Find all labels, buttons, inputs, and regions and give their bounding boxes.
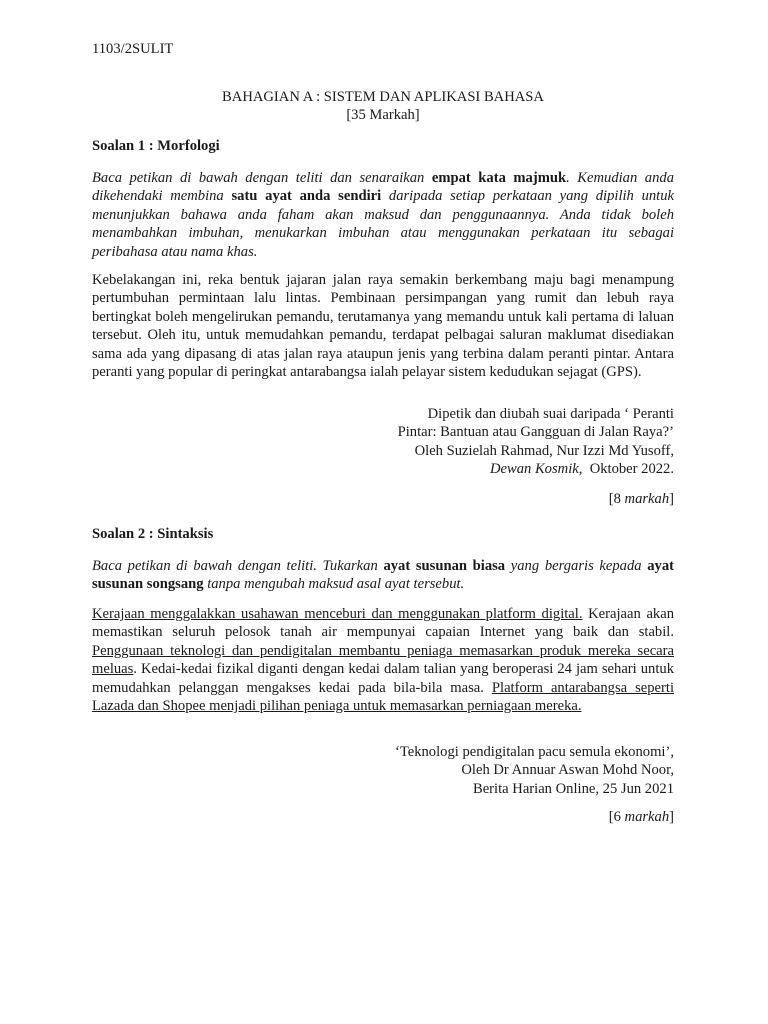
q2-source-line1: ‘Teknologi pendigitalan pacu semula ekonomi’, <box>394 744 674 760</box>
q2-marks <box>92 808 674 826</box>
q1-source-line4 <box>92 460 674 478</box>
q1-instr-part1: Baca petikan di bawah dengan teliti dan senaraikan <box>92 170 432 186</box>
q2-passage <box>92 605 674 715</box>
q2-heading: Soalan 2 : Sintaksis <box>92 526 214 542</box>
paper-code: 1103/2SULIT <box>92 41 174 57</box>
q1-heading: Soalan 1 : Morfologi <box>92 138 220 154</box>
section-marks: [35 Markah] <box>346 107 420 123</box>
q2-marks-close: ] <box>669 809 674 825</box>
q1-source-line1: Dipetik dan diubah suai daripada ‘ Peranti <box>427 406 674 422</box>
q1-source-magazine: Dewan Kosmik, <box>489 461 583 478</box>
q1-instr-part2: . Kemudian anda dikehendaki membina <box>92 170 674 205</box>
q1-marks-close: ] <box>669 491 674 507</box>
q2-source-line3: Berita Harian Online, 25 Jun 2021 <box>472 780 674 797</box>
q1-marks-open: [8 <box>608 491 625 507</box>
q2-marks-word: markah <box>624 809 670 825</box>
q1-instr-bold2: satu ayat anda sendiri <box>231 188 382 205</box>
q1-marks <box>92 490 674 508</box>
q1-instr-bold1: empat kata majmuk <box>431 170 567 186</box>
q2-text-2: . Kedai-kedai fizikal diganti dengan kedai dalam talian yang beroperasi 24 jam sehari untuk memudahkan pelanggan mengakses kedai pada bila-bila masa. <box>92 661 674 696</box>
q2-source-line2: Oleh Dr Annuar Aswan Mohd Noor, <box>461 762 674 779</box>
q2-instr-bold2: ayat susunan songsang <box>92 558 674 593</box>
q1-instructions <box>92 169 674 261</box>
q2-text-1: Kerajaan akan memastikan seluruh pelosok tanah air mempunyai capaian Internet yang baik dan stabil. <box>92 606 674 641</box>
q2-underlined-sentence-3: Platform antarabangsa seperti Lazada dan Shopee menjadi pilihan peniaga untuk memasarkan perniagaan mereka. <box>92 679 675 715</box>
q2-underlined-sentence-1: Kerajaan menggalakkan usahawan menceburi dan menggunakan platform digital. <box>92 606 583 622</box>
q2-instr-part1: Baca petikan di bawah dengan teliti. Tukarkan <box>92 558 384 574</box>
q1-passage: Kebelakangan ini, reka bentuk jajaran jalan raya semakin berkembang maju bagi menampung pertumbuhan permintaan lalu lintas. Pembinaan persimpangan yang rumit dan lebuh raya bertingkat boleh mengelirukan pemandu, terutamanya yang memandu untuk kali pertama di laluan tersebut. Oleh itu, untuk memudahkan pemandu, terdapat pelbagai saluran maklumat disediakan sama ada yang dipasang di atas jalan raya ataupun jenis yang terbina dalam peranti pintar. Antara peranti yang popular di peringkat antarabangsa ialah pelayar sistem kedudukan sejagat (GPS). <box>92 272 674 381</box>
q1-source-line3: Oleh Suzielah Rahmad, Nur Izzi Md Yusoff, <box>414 442 674 459</box>
section-title: BAHAGIAN A : SISTEM DAN APLIKASI BAHASA <box>222 89 544 105</box>
q1-marks-word: markah <box>624 491 670 507</box>
section-title-block <box>92 88 674 124</box>
q2-marks-open: [6 <box>608 809 625 825</box>
q1-source-line2: Pintar: Bantuan atau Gangguan di Jalan Raya?’ <box>397 424 674 441</box>
q1-instr-part3: daripada setiap perkataan yang dipilih untuk menunjukkan bahawa anda faham akan maksud dan penggunaannya. Anda tidak boleh menambahkan imbuhan, menukarkan imbuhan atau menggunakan perkataan itu sebagai peribahasa atau nama khas. <box>92 188 674 260</box>
q2-source <box>92 743 674 798</box>
q2-instr-part3: tanpa mengubah maksud asal ayat tersebut. <box>203 576 465 593</box>
q2-instr-bold1: ayat susunan biasa <box>383 558 506 574</box>
q2-instructions <box>92 557 674 594</box>
q2-underlined-sentence-2: Penggunaan teknologi dan pendigitalan membantu peniaga memasarkan produk mereka secara meluas <box>92 642 674 678</box>
q2-instr-part2: yang bergaris kepada <box>505 558 648 574</box>
q1-source-date: Oktober 2022. <box>582 461 674 478</box>
q1-source <box>92 405 674 479</box>
